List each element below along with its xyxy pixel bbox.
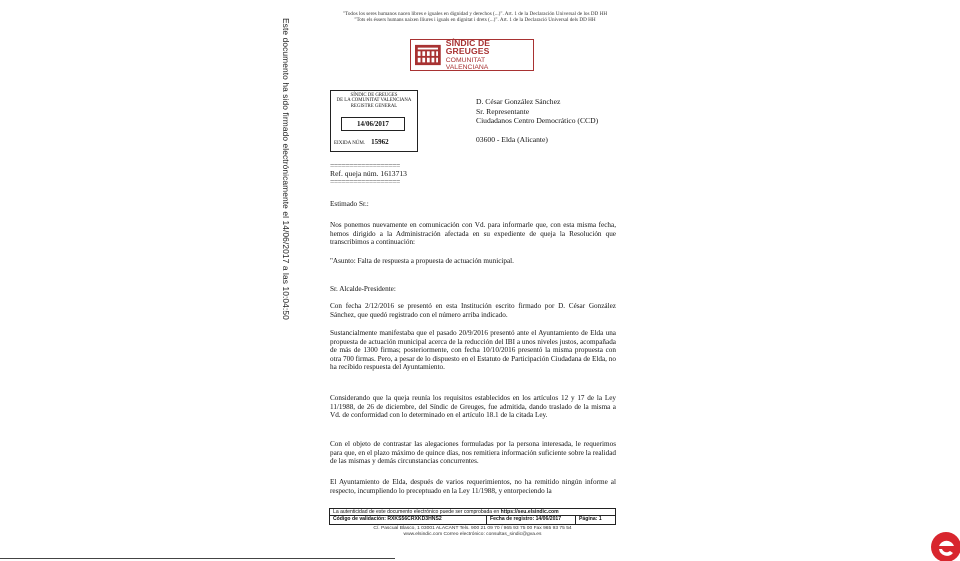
reference-block [330, 162, 407, 187]
ref-number: Ref. queja núm. 1613713 [330, 169, 407, 179]
auth-prefix: La autenticidad de este documento electrónico puede ser comprobada en [333, 509, 501, 515]
addressee-title: Sr. Representante [476, 106, 530, 116]
paragraph-intro-text: Nos ponemos nuevamente en comunicación con Vd. para informarle que, con esta misma fecha, hemos dirigido a la Administración afectada en su expediente de queja la Resolución que transcribimos a continuación: [330, 221, 616, 247]
addressee-city: 03600 - Elda (Alicante) [476, 134, 548, 144]
paragraph-request-text: Con el objeto de contrastar las alegaciones formuladas por la persona interesada, le requerimos para que, en el plazo máximo de quince días, nos remitiera información suficiente sobre la realidad de las mismas y demás circunstancias concurrentes. [330, 440, 616, 466]
stamp-number-label: EIXIDA NÚM. [334, 141, 366, 146]
logo-subtitle: COMUNITAT VALENCIANA [445, 56, 489, 71]
ref-rule-top: ================== [330, 161, 400, 170]
paragraph-request [330, 440, 616, 466]
paragraph-noncompliance-text: El Ayuntamiento de Elda, después de varios requerimientos, no ha remitido ningún informe al respecto, incumpliendo lo preceptuado en la Ley 11/1988, y entorpeciendo la [330, 478, 616, 495]
auth-url-link[interactable]: https://seu.elsindic.com [500, 509, 559, 515]
signature-note-text: Este documento ha sido firmado electrónicamente el 14/06/2017 a las 10:04:50 [281, 18, 291, 320]
paragraph-filing [330, 302, 616, 319]
paragraph-summary [330, 329, 616, 372]
auth-text [330, 509, 562, 515]
logo-title: SÍNDIC DE GREUGES [445, 37, 491, 57]
validation-code: Código de validación: RXKS56CRXKD3HNS2 [333, 516, 442, 523]
logo-text [446, 39, 529, 72]
salutation [330, 285, 616, 294]
stamp-number-row [334, 138, 389, 146]
greeting [330, 200, 616, 209]
contact-address: C/. Pascual Blasco, 1 03001 ALACANT Tels. 900 21 09 70 / 965 93 75 00 Fax 965 93 75 54 [373, 525, 572, 531]
subject-text: "Asunto: Falta de respuesta a propuesta de actuación municipal. [330, 257, 514, 265]
bottom-divider [0, 558, 395, 559]
paragraph-summary-text: Sustancialmente manifestaba que el pasado 20/9/2016 presentó ante el Ayuntamiento de Elda una propuesta de actuación municipal acerca de la reducción del IBI a unos niveles justos, acompañada de más de 1300 firmas; posteriormente, con fecha 10/10/2016 presentó la misma propuesta con otra 700 firmas. Pero, a pesar de lo dispuesto en el Estatuto de Participación Ciudadana de Elda, no ha recibido respuesta del Ayuntamiento. [330, 329, 616, 372]
subject-line [330, 257, 616, 266]
stamp-line-2: DE LA COMUNITAT VALENCIANA [336, 98, 412, 104]
stamp-line-3: REGISTRE GENERAL [350, 103, 398, 109]
registry-stamp [330, 90, 418, 152]
addressee-name: D. César González Sánchez [476, 97, 561, 106]
paragraph-intro [330, 221, 616, 247]
stamp-header [331, 93, 417, 109]
quote-valencian: "Tots els éssers humans naixen lliures i iguals en dignitat i drets (...)". Art. 1 de la Declaració Universal dels DD HH [354, 17, 596, 24]
header-quotes [320, 11, 630, 24]
stamp-date: 14/06/2017 [341, 117, 405, 131]
paragraph-admission-text: Considerando que la queja reunía los requisitos establecidos en los artículos 12 y 17 de la Ley 11/1988, de 26 de diciembre, del Síndic de Greuges, fue admitida, dando traslado de la misma a Vd. de conformidad con lo determinado en el artículo 18.1 de la citada Ley. [330, 394, 616, 420]
site-logo-icon [929, 530, 960, 561]
addressee-block [476, 97, 598, 144]
electronic-signature-note [279, 18, 293, 320]
greeting-text: Estimado Sr.: [330, 200, 369, 208]
ref-rule-bottom: ================== [330, 177, 400, 187]
paragraph-admission [330, 394, 616, 420]
salutation-text: Sr. Alcalde-Presidente: [330, 285, 396, 293]
validation-row [329, 516, 616, 524]
page-number: Página: 1 [575, 516, 615, 523]
registry-date: Fecha de registro: 14/06/2017 [486, 516, 575, 523]
paragraph-filing-text: Con fecha 2/12/2016 se presentó en esta Institución escrito firmado por D. César González Sánchez, que quedó registrado con el número arriba indicado. [330, 302, 616, 319]
contact-web: www.elsindic.com Correo electrónico: consultas_sindic@gva.es [403, 531, 542, 537]
stamp-number: 15962 [371, 138, 389, 146]
auth-row [329, 508, 616, 516]
sindic-logo [410, 39, 534, 71]
validation-footer [329, 508, 616, 545]
building-icon [415, 44, 441, 66]
quote-spanish: "Todos los seres humanos nacen libres e iguales en dignidad y derechos (...)". Art. 1 de la Declaración Universal de los DD HH [342, 11, 608, 17]
addressee-party: Ciudadanos Centro Democrático (CCD) [476, 116, 599, 126]
stamp-line-1: SÍNDIC DE GREUGES [350, 93, 398, 98]
paragraph-noncompliance [330, 478, 616, 495]
contact-info [329, 526, 616, 538]
